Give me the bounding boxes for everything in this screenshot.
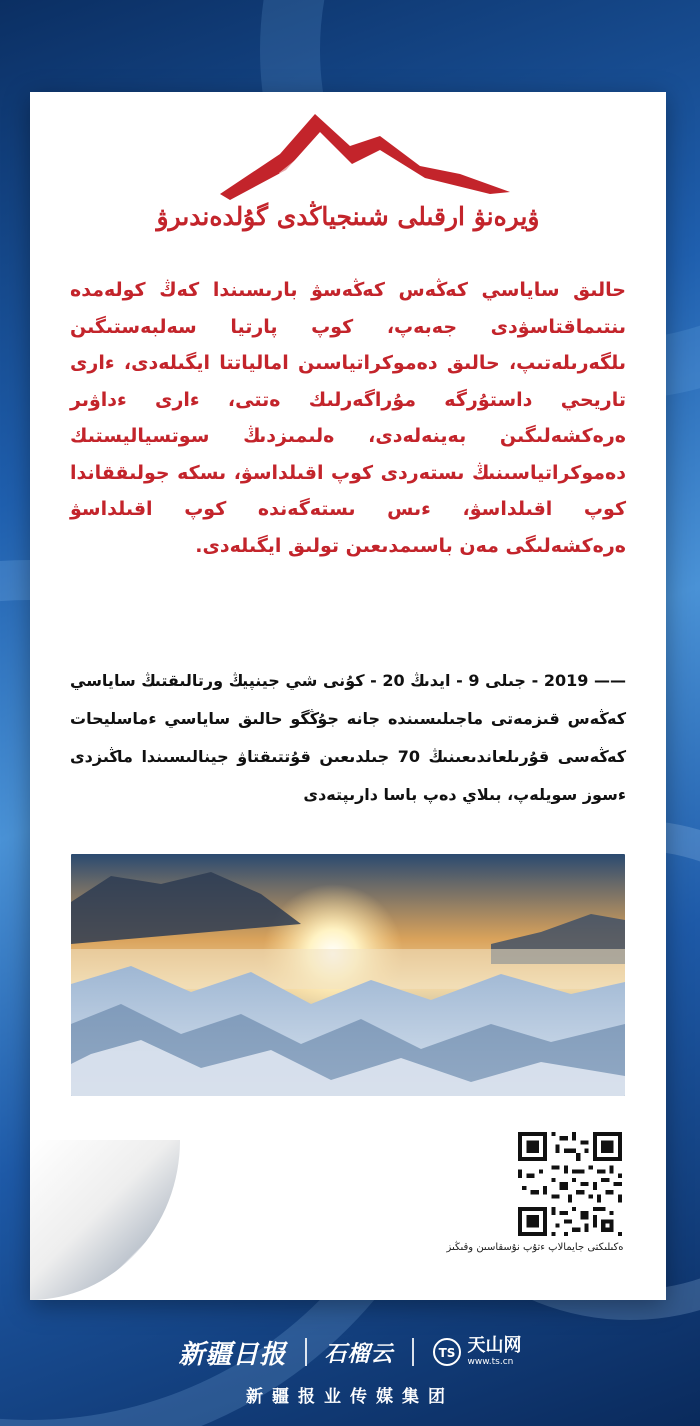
tianshan-badge-icon	[432, 1337, 462, 1367]
shiliuyun-logo: 石榴云	[324, 1340, 394, 1367]
tianshan-name: 天山网	[467, 1335, 522, 1356]
divider	[305, 1338, 307, 1366]
qr-caption: ەكىلىكتى جايمالاپ ءتۇپ نۇسقاسىن وقىڭىز	[446, 1242, 624, 1253]
tianshan-logo	[432, 1337, 522, 1367]
quote-paragraph: حالىق ساياسي كەڭەس كەڭەسۋ بارىسىندا كەڭ كولەمدە ىنتىماقتاسۋدى جەبەپ، كوپ پارتيا سەلبەستىگىن ىلگەرىلەتىپ، حالىق دەموكراتياسىن امالياتتا ايگىلەدى، ءارى تاريحي داستۇرگە مۇراگەرلىك ەتتى، ءارى ءداۋىر ەرەكشەلىگىن بەينەلەدى، ەلىمىزدىڭ سوتسياليستىك دەموكراتياسىنىڭ ىستەردى كوپ اقىلداسۋ، ىسكە جولىققاندا كوپ اقىلداسۋ، ءىس ىستەگەندە كوپ اقىلداسۋ ەرەكشەلىگى مەن باسىمدىعىن تولىق ايگىلەدى.	[70, 279, 626, 557]
source-paragraph: —— 2019 - جىلى 9 - ايدىڭ 20 - كۇنى شي جينپيڭ ورتالىقتىڭ ساياسي كەڭەس قىزمەتى ماجىلىسىندە جانە جۇڭگو حالىق ساياسي ءماسليحات كەڭەسى قۇرىلعاندىعىنىڭ 70 جىلدىعىن قۇتتىقتاۋ جينالىسىندا ماڭىزدى ءسوز سويلەپ، بىلاي دەپ باسا دارىپتەدى	[70, 671, 627, 804]
qr-code-icon[interactable]	[518, 1132, 622, 1236]
footer-logo-bar	[0, 1330, 700, 1374]
tianshan-url: www.ts.cn	[467, 1357, 514, 1367]
divider	[412, 1338, 414, 1366]
page-title: ۋيرەنۋ ارقىلى شىنجياڭدى گۇلدەندىرۋ	[156, 202, 540, 231]
tianshan-badge-text: TS	[438, 1346, 455, 1360]
media-group-name: 新疆报业传媒集团	[246, 1387, 454, 1407]
paper-card	[30, 92, 666, 1300]
sunrise-mountain-photo	[71, 854, 625, 1096]
xinjiang-daily-logo: 新疆日报	[178, 1339, 287, 1370]
mountain-logo-icon	[220, 114, 510, 202]
